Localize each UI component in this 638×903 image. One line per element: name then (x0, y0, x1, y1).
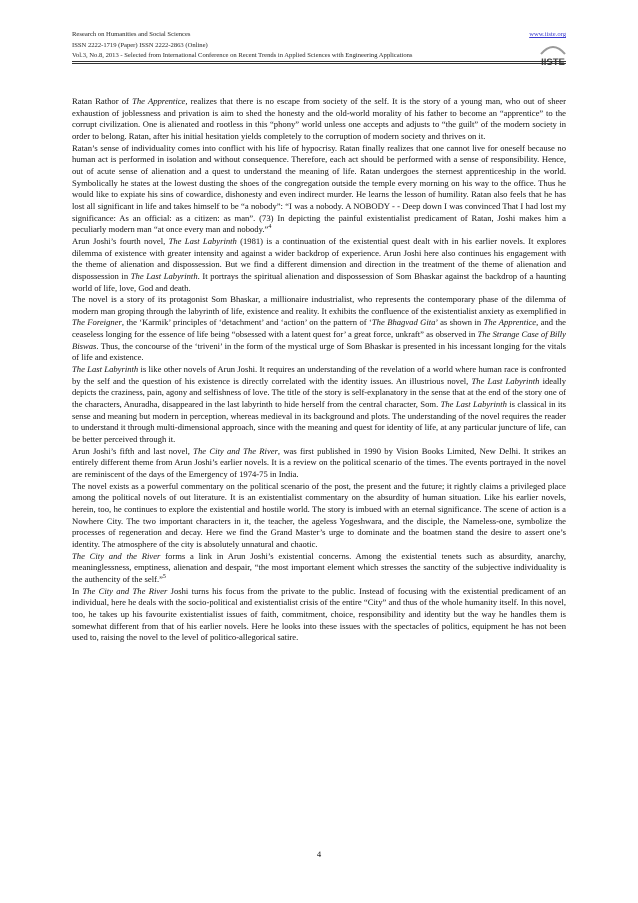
italic-title: The Last Labyrinth (72, 364, 139, 375)
text-run: Ratan Rathor of (72, 96, 133, 106)
italic-title: The Last Labyrinth (471, 375, 540, 386)
text-run: Ratan’s sense of individuality comes into conflict with his life of hypocrisy. Ratan finally realizes that one cannot live for oneself because no human act is performed in isolation and without consequence. Therefore, each act should be performed with a sense of responsibility. Hence, out of acute sense of alienation and a quest to understand the meaning of life. Ratan undergoes the sternest apprenticeship in the world. Symbolically he states at the lowest dusting the shoes of the congregation outside the temple every morning on his way to the office. Thus he would like to expiate his sins of cowardice, dishonesty and even indirect murder. He learns the lesson of humility. Ratan also feels that he has lost all significant in life and takes himself to be “a nobody”: “I was a nobody. A NOBODY - - Deep down I was convinced That I had lost my significance: As an official: as a citizen: as man”. (73) In depicting the painful existentialist predicament of Ratan, Joshi makes him a peculiarly modern man “at once every man and nobody.” (72, 142, 566, 235)
text-run: is classical in its sense and meaning but modern in perception, whereas medieval in its background and plots. The understanding of the novel requires the reader to understand it through multi-dimensional approach, since with the meaning and quest for identity of life, at any particular juncture of life, can be better perceived through it. (72, 399, 566, 445)
italic-title: The City and The River (82, 585, 168, 596)
italic-title: The City and the River (72, 550, 161, 561)
text-run: In (72, 585, 83, 596)
journal-url-link[interactable]: www.iiste.org (529, 31, 566, 38)
iiste-logo-icon (538, 42, 568, 69)
svg-text:IISTE: IISTE (541, 57, 565, 68)
body-paragraph (72, 236, 566, 294)
italic-title: The Last Labyrinth (168, 235, 237, 246)
text-run: . It portrays the spiritual alienation and dispossession of Som Bhaskar against the backdrop of a haunting world of life, love, God and death. (72, 270, 566, 293)
italic-title: The Strange Case of Billy Biswas (72, 329, 566, 351)
body-paragraph (72, 446, 566, 481)
body-paragraph (72, 481, 566, 551)
italic-title: The Bhagvad Gita (371, 317, 436, 328)
italic-title: The Foreigner (72, 317, 122, 328)
text-run: (1981) is a continuation of the existential quest dealt with in his earlier novels. It explores dilemma of existence with greater intensity and against a wider backdrop of experience. Arun Joshi here also continues his engagement with the theme of alienation and dispossession. But we find a different dimension and direction in the treatment of the theme of alienation and dispossession in (72, 235, 566, 281)
volume-line: Vol.3, No.8, 2013 - Selected from International Conference on Recent Trends in Applied Sciences with Engineering Applications (72, 52, 413, 59)
text-run: is like other novels of Arun Joshi. It requires an understanding of the revelation of a world where human race is confronted by the self and the question of his existence is directly correlated with the identity issues. An illustrious novel, (72, 364, 566, 386)
text-run: forms a link in Arun Joshi’s existential concerns. Among the existential tenets such as absurdity, anarchy, meaninglessness, emptiness, alienation and despair, “the most important element which stresses the sanctity of the subjective individuality is the authencity of the self.” (72, 550, 567, 584)
body-paragraph (72, 364, 566, 446)
text-run: The novel exists as a powerful commentary on the political scenario of the post, the present and the future; it rightly claims a privileged place among the political novels of out literature. It is an existentialist commentary on the absurdity of human situation. Like his earlier novels, herein, too, he continues to explore the existential and hostile world. The story is imbued with an eternal significance. The scene of action is a Nowhere City. The two important characters in it, the teacher, the ageless Yogeshwara, and the disciple, the Nameless-one, symbolize the processes of regeneration and decay. Here we find the Grand Master’s urge to dominate and the boatmen stand the desire to assert one’s identity. The atmosphere of the city is absolutely unnatural and chaotic. (72, 480, 566, 549)
text-run: Joshi turns his focus from the private to the public. Instead of focusing with the existential predicament of an individual, here he deals with the socio-political and existentialist crisis of the entire “City” and thus of the whole humanity itself. In this novel, too, he takes up his favourite existentialist issues of faith, commitment, choice, responsibility and identity but the way he handles them is somewhat different from that of his earlier novels. Here he looks into these issues with the spectacles of politics, equipment he has not been used to, raising the novel to the level of politico-allegorical satire. (72, 585, 566, 643)
journal-title: Research on Humanities and Social Sciences (72, 31, 191, 38)
italic-title: The City and The River (193, 445, 278, 456)
issn-line: ISSN 2222-1719 (Paper) ISSN 2222-2863 (Online) (72, 42, 208, 49)
page-number: 4 (316, 849, 322, 859)
text-run: , and the ceaseless longing for the essence of life being “obsessed with a latent quest for’ a great force, unkraft” as observed in (72, 317, 566, 340)
header-rule (72, 61, 566, 62)
text-run: Arun Joshi’s fourth novel, (72, 235, 169, 246)
body-paragraph (72, 294, 566, 364)
text-run: . Thus, the concourse of the ‘triveni’ in the form of the mystical urge of Som Bhaskar is presented in his incessant longing for the vitals of life and existence. (72, 340, 566, 363)
italic-title: The Apprentice (132, 96, 186, 106)
body-paragraph (72, 96, 566, 143)
italic-title: The Apprentice (483, 317, 537, 328)
article-body (72, 96, 566, 644)
footnote-ref: 4 (268, 224, 272, 231)
footnote-ref: 5 (162, 574, 166, 581)
text-run: , the ‘Karmik’ principles of ‘detachment’ and ‘action’ on the pattern of ‘ (121, 317, 372, 328)
text-run: The novel is a story of its protagonist Som Bhaskar, a millionaire industrialist, who represents the contemporary phase of the dilemma of modern man groping through the labyrinth of life, existence and reality. It exhibits the confluence of the existentialist anxiety as exemplified in (72, 294, 566, 316)
header-rule-thin (72, 63, 566, 64)
text-run: ideally depicts the craziness, pain, agony and selfishness of love. The title of the story is self-explanatory in the sense that at the end of the story one of the characters, Anuradha, disappeared in the last labyrinth to hide herself from the central character, Som. (72, 375, 566, 410)
text-run: , was first published in 1990 by Vision Books Limited, New Delhi. It strikes an entirely different theme from Arun Joshi’s earlier novels. It is a review on the political scenario of the times. The events portrayed in the novel are reminiscent of the days of the Emergency of 1974-75 in India. (72, 445, 566, 479)
text-run: Arun Joshi’s fifth and last novel, (72, 445, 194, 456)
body-paragraph (72, 551, 566, 586)
italic-title: The Last Labyrinth (130, 270, 198, 281)
body-paragraph (72, 143, 566, 236)
text-run: ’ as shown in (435, 317, 484, 328)
italic-title: The Last Labyrinth (440, 399, 507, 410)
text-run: , realizes that there is no escape from society of the self. It is the story of a young man, who out of sheer exhaustion of joblessness and privation is aim to shed the honesty and the old-world morality of his father to become an “apprentice” to the corrupt civilization. One is alienated and rootless in this “phony” world unless one accepts and adjusts to “the guilt” of the modern society in order to belong. Ratan, after his initial hesitation yields completely to the corruption of modern society and thrives on it. (72, 96, 566, 141)
body-paragraph (72, 586, 566, 644)
